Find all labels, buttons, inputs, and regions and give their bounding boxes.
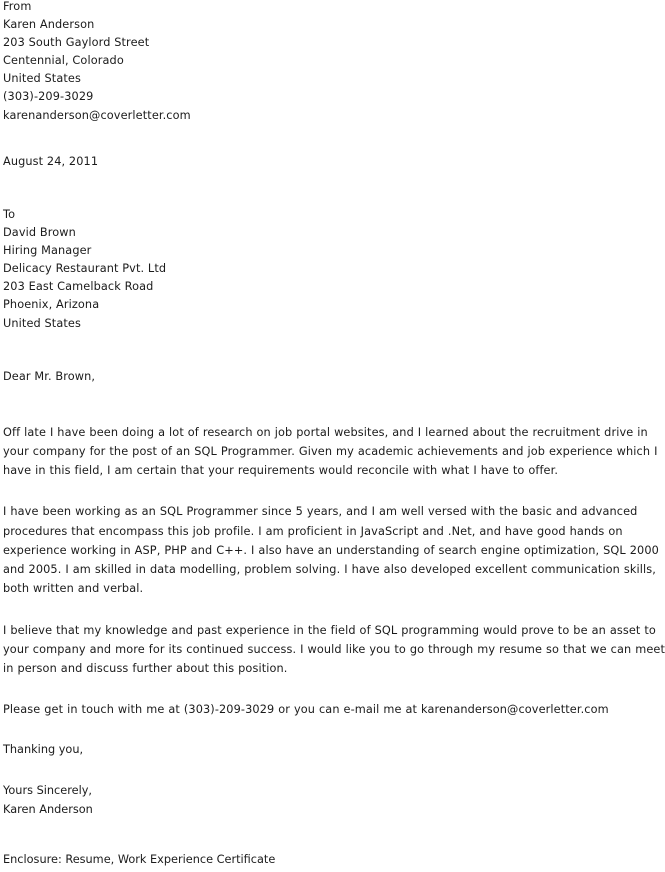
- sender-address-block: [3, 0, 650, 125]
- recipient-heading: To: [3, 207, 16, 221]
- recipient-country: United States: [3, 316, 81, 330]
- spacer-before-enclosure: [3, 819, 650, 841]
- recipient-street: 203 East Camelback Road: [3, 280, 154, 294]
- recipient-title: Hiring Manager: [3, 244, 92, 258]
- spacer-before-date: [3, 143, 650, 153]
- spacer-enclosure-extra: [3, 841, 650, 851]
- spacer-before-recipient: [3, 189, 650, 206]
- spacer-after-salutation: [3, 386, 650, 404]
- sender-email: karenanderson@coverletter.com: [3, 108, 191, 122]
- spacer-after-recipient: [3, 333, 650, 351]
- recipient-address-block: [3, 206, 650, 333]
- recipient-company: Delicacy Restaurant Pvt. Ltd: [3, 262, 167, 276]
- sender-street: 203 South Gaylord Street: [3, 36, 150, 50]
- sender-country: United States: [3, 72, 81, 86]
- body-paragraph-2: I have been working as an SQL Programmer since 5 years, and I am well versed with the basic and advanced procedures that encompass this job profile. I am proficient in JavaScript and .Net, and have good hands on experience working in ASP, PHP and C++. I also have an understanding of search engine optimization, SQL 2000 and 2005. I am skilled in data modelling, problem solving. I have also developed excellent communication skills, both written and verbal.: [3, 505, 659, 596]
- enclosure-note: Enclosure: Resume, Work Experience Certificate: [3, 853, 276, 867]
- spacer-before-thanks: [3, 719, 650, 741]
- spacer-before-valediction: [3, 760, 650, 782]
- spacer-between-body-3-4: [3, 678, 650, 700]
- closing-thanks: Thanking you,: [3, 743, 84, 757]
- salutation: Dear Mr. Brown,: [3, 369, 96, 383]
- body-paragraph-1: Off late I have been doing a lot of research on job portal websites, and I learned about the recruitment drive in your company for the post of an SQL Programmer. Given my academic achievements and job experience which I have in this field, I am certain that your requirements would reconcile with what I have to offer.: [3, 425, 658, 478]
- body-paragraph-contact: Please get in touch with me at (303)-209-3029 or you can e-mail me at karenanderson@coverletter.com: [3, 703, 609, 717]
- body-paragraph-3: I believe that my knowledge and past experience in the field of SQL programming would prove to be an asset to your company and more for its continued success. I would like you to go through my resume so that we can meet in person and discuss further about this position.: [3, 623, 665, 675]
- spacer-before-salutation: [3, 351, 650, 368]
- spacer-after-sender: [3, 125, 650, 143]
- closing-valediction: Yours Sincerely,: [3, 783, 92, 797]
- sender-heading: From: [3, 0, 32, 13]
- sender-city-state: Centennial, Colorado: [3, 54, 124, 68]
- signature-block: [3, 782, 650, 819]
- recipient-name: David Brown: [3, 226, 76, 240]
- sender-name: Karen Anderson: [3, 18, 95, 32]
- spacer-between-body-2-3: [3, 599, 650, 621]
- sender-phone: (303)-209-3029: [3, 90, 94, 104]
- letter-date: August 24, 2011: [3, 154, 99, 168]
- spacer-between-body-1-2: [3, 480, 650, 502]
- recipient-city-state: Phoenix, Arizona: [3, 298, 100, 312]
- closing-signature-name: Karen Anderson: [3, 802, 93, 816]
- spacer-after-date: [3, 171, 650, 189]
- spacer-before-body-1: [3, 404, 650, 423]
